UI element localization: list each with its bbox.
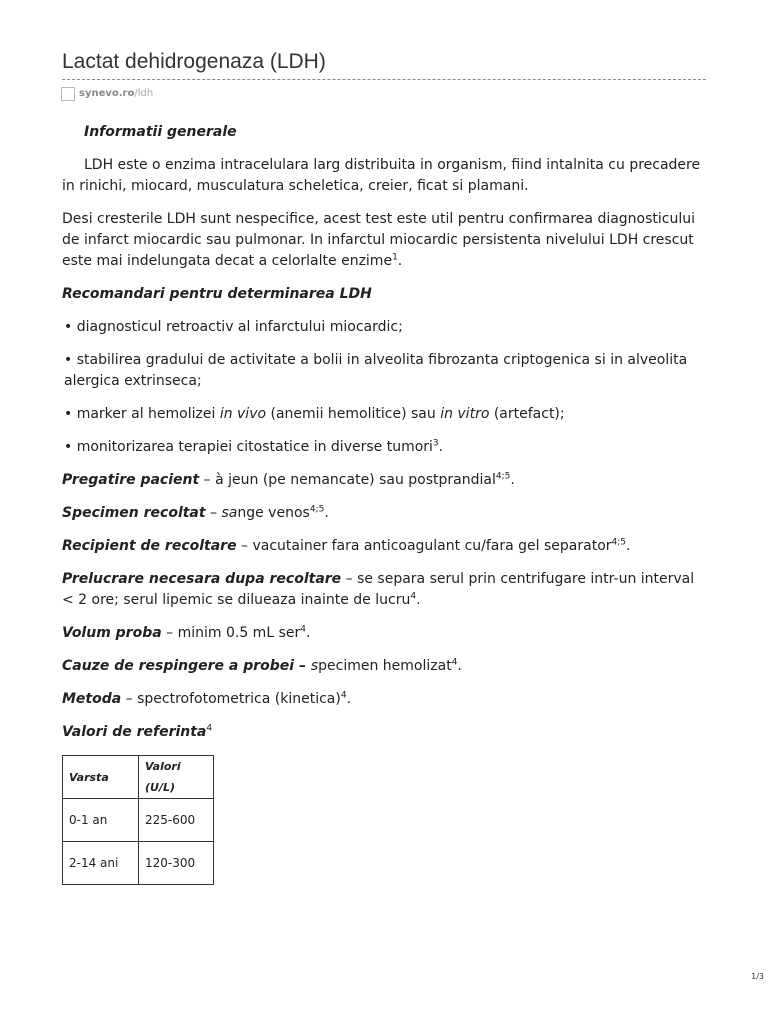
title-divider xyxy=(62,79,706,80)
field-volume: Volum proba – minim 0.5 mL ser$^4$. xyxy=(62,624,311,641)
field-specimen: Specimen recoltat – sange venos$^{4;5}$. xyxy=(62,504,329,521)
reference-table xyxy=(62,755,214,885)
source-link[interactable] xyxy=(61,85,153,102)
field-reference-values: Valori de referinta$^4$ xyxy=(62,723,213,740)
table-cell: 225-600 xyxy=(139,799,214,842)
table-row xyxy=(63,799,214,842)
source-path: /ldh xyxy=(134,88,154,99)
table-header: Valori (U/L) xyxy=(139,756,214,799)
field-method: Metoda – spectrofotometrica (kinetica)$^4$. xyxy=(62,690,352,707)
citation: 4;5 xyxy=(309,504,325,515)
source-domain: synevo.ro xyxy=(79,88,135,99)
paragraph: LDH este o enzima intracelulara larg distribuita in organism, fiind intalnita cu precadere in rinichi, miocard, musculatura scheletica, creier, ficat si plamani. xyxy=(62,157,701,194)
page-number: 1/3 xyxy=(751,972,764,981)
section-heading-general: Informatii generale xyxy=(84,124,237,140)
citation: 4 xyxy=(410,591,417,602)
list-item: • stabilirea gradului de activitate a bolii in alveolita fibrozanta criptogenica si in alveolita alergica extrinseca; xyxy=(64,352,688,389)
section-heading-recommendations: Recomandari pentru determinarea LDH xyxy=(62,286,372,302)
page-title: Lactat dehidrogenaza (LDH) xyxy=(62,50,326,73)
paragraph: Desi cresterile LDH sunt nespecifice, acest test este util pentru confirmarea diagnosticului de infarct miocardic sau pulmonar. In infarctul miocardic persistenta nivelului LDH crescut este mai indelungata decat a celorlalte enzime$^1$. xyxy=(62,211,696,269)
table-cell: 2-14 ani xyxy=(63,842,139,885)
citation: 1 xyxy=(392,252,398,263)
table-row xyxy=(63,842,214,885)
citation: 4 xyxy=(206,723,213,734)
list-item: • marker al hemolizei in vivo (anemii hemolitice) sau in vitro (artefact); xyxy=(64,406,565,422)
table-cell: 0-1 an xyxy=(63,799,139,842)
citation: 4 xyxy=(451,657,458,668)
favicon-icon xyxy=(61,87,75,101)
article-body xyxy=(62,122,710,885)
field-rejection: Cauze de respingere a probei – specimen hemolizat$^4$. xyxy=(62,657,462,674)
field-processing: Prelucrare necesara dupa recoltare – se separa serul prin centrifugare intr-un interval < 2 ore; serul lipemic se dilueaza inainte de lucru$^4$. xyxy=(62,571,695,608)
citation: 3 xyxy=(432,438,439,449)
citation: 4 xyxy=(340,690,347,701)
table-header-row xyxy=(63,756,214,799)
table-cell: 120-300 xyxy=(139,842,214,885)
field-container: Recipient de recoltare – vacutainer fara anticoagulant cu/fara gel separator$^{4;5}$. xyxy=(62,537,631,554)
table-header: Varsta xyxy=(63,756,139,799)
citation: 4;5 xyxy=(611,537,626,548)
citation: 4 xyxy=(300,624,306,635)
field-patient-prep: Pregatire pacient – à jeun (pe nemancate) sau postprandial$^{4;5}$. xyxy=(62,471,515,488)
citation: 4;5 xyxy=(495,471,511,482)
list-item: • diagnosticul retroactiv al infarctului miocardic; xyxy=(64,319,403,335)
list-item: • monitorizarea terapiei citostatice in diverse tumori$^3$. xyxy=(64,438,444,455)
